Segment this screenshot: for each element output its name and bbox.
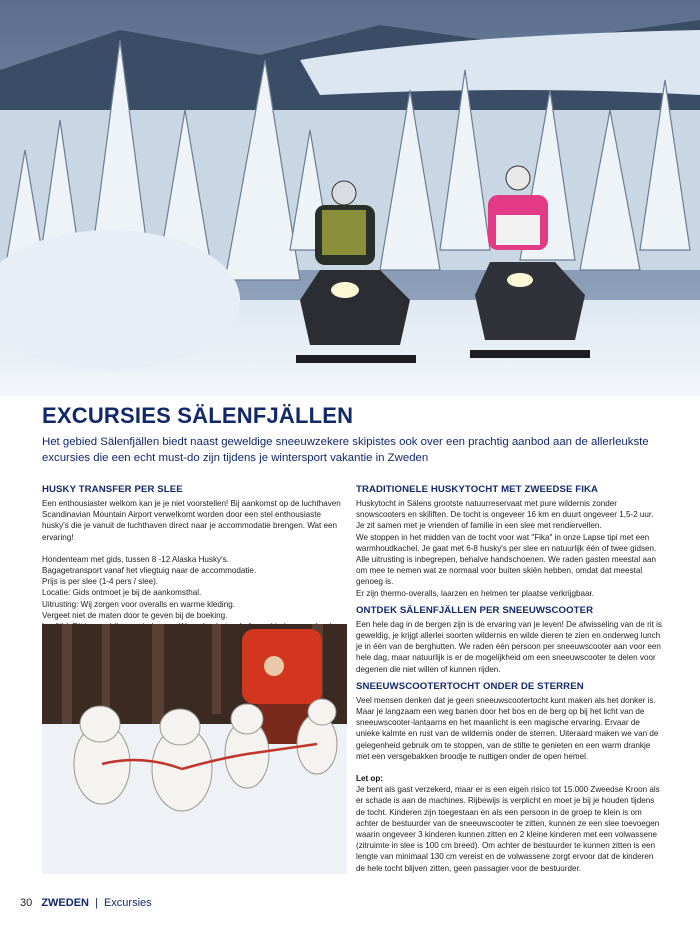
section-heading-husky-transfer: HUSKY TRANSFER PER SLEE bbox=[42, 484, 183, 495]
note-heading: Let op: bbox=[356, 774, 383, 784]
footer-section: Excursies bbox=[103, 897, 152, 909]
husky-transfer-intro: Een enthousiaster welkom kan je je niet voorstellen! Bij aankomst op de luchthaven Scandinavian Mountain Airport verwelkomt worden door een stel enthousiaste husky's die je vanuit de luchthaven direct naar je accommodatie brengen. Wat een ervaring! bbox=[42, 499, 341, 542]
snowscooter-body: Een hele dag in de bergen zijn is de ervaring van je leven! De afwisseling van de rit is geweldig, je krijgt allerlei soorten wildernis en wilde dieren te zien en onderweg lunch je in één van de berghutten. We raden één persoon per sneeuwscooter aan voor een hele dag, maar natuurlijk is er de mogelijkheid om een sneeuwscooter te delen voor degenen die niet willen of kunnen rijden. bbox=[356, 619, 662, 674]
section-heading-fika: TRADITIONELE HUSKYTOCHT MET ZWEEDSE FIKA bbox=[356, 484, 599, 495]
footer-separator: | bbox=[95, 897, 98, 909]
fika-body: Huskytocht in Sälens grootste natuurreservaat met pure wildernis zonder snowscooters en skiliften. De tocht is ongeveer 16 km en duurt ongeveer 1,5-2 uur. Je zit samen met je vrienden of familie in een slee met rendiervellen. We stoppen in het midden van de tocht voor wat "Fika" in onze Lapse tipi met een warmhoudkachel. Je gaat met 6-8 husky's per slee en natuurlijk één of twee gidsen. Alle uitrusting is inbegrepen, behalve handschoenen. We raden gasten meestal aan om mee te nemen wat ze normaal voor buiten skiën hebben, omdat dat meestal genoeg is. Er zijn thermo-overalls, laarzen en helmen ter plaatse verkrijgbaar. bbox=[356, 499, 657, 598]
footer-country: ZWEDEN bbox=[41, 897, 89, 909]
section-heading-stars: SNEEUWSCOOTERTOCHT ONDER DE STERREN bbox=[356, 680, 584, 692]
note-body: Je bent als gast verzekerd, maar er is een eigen risico tot 15.000 Zweedse Kroon als er schade is aan de machines. Rijbewijs is verplicht en moet je bij je houden tijdens de tocht. Kinderen zijn toegestaan en als een persoon in de groep te klein is om achter de bestuurder van de sneeuwscooter te zitten, kunnen ze een slee toevoegen waarin ongeveer 3 kinderen kunnen zitten en 2 kleine kinderen met een volwassene (zitruimte in slee is 100 cm breed). Om achter de bestuurder te kunnen zitten is een lengte van minimaal 130 cm vereist en de volwassene zorgt ervoor dat de kinderen de hele tocht blijven zitten, geen passagier voor de bestuurder. bbox=[356, 785, 660, 873]
section-heading-snowscooter: ONTDEK SÄLENFJÄLLEN PER SNEEUWSCOOTER bbox=[356, 604, 594, 616]
hero-photo bbox=[0, 0, 700, 396]
stars-body: Veel mensen denken dat je geen sneeuwscootertocht kunt maken als het donker is. Maar je langzaam een weg banen door het bos en de berg op bij het licht van de sneeuwscooter-lantaarns en het maanlicht is een magische ervaring. Ervaar de unieke kalmte en rust van de wildernis onder de sterren. Uiteraard maken we van de gelegenheid gebruik om te stoppen, van de stilte te genieten en een warm drankje met een versgebakken broodje te nuttigen onder de open hemel. bbox=[356, 695, 659, 761]
husky-transfer-details: Hondenteam met gids, tussen 8 -12 Alaska Husky's. Bagagetransport vanaf het vliegtuig naar de accommodatie. Prijs is per slee (1-4 pers / slee). Locatie: Gids ontmoet je bij de aankomsthal. Uitrusting: Wij zorgen voor overalls en warme kleding. Vergeet niet de maten door te geven bij de boeking. bbox=[42, 554, 257, 620]
right-column bbox=[356, 484, 662, 874]
page-title: EXCURSIES SÄLENFJÄLLEN bbox=[42, 403, 354, 428]
left-column bbox=[42, 484, 342, 643]
page-footer bbox=[20, 896, 152, 910]
intro-text: Het gebied Sälenfjällen biedt naast geweldige sneeuwzekere skipistes ook over een prachtig aanbod aan de allerleukste excursies die een echt must-do zijn tijdens je wintersport vakantie in Zweden bbox=[42, 436, 649, 464]
page-number: 30 bbox=[20, 897, 33, 909]
husky-sled-photo bbox=[42, 624, 347, 874]
